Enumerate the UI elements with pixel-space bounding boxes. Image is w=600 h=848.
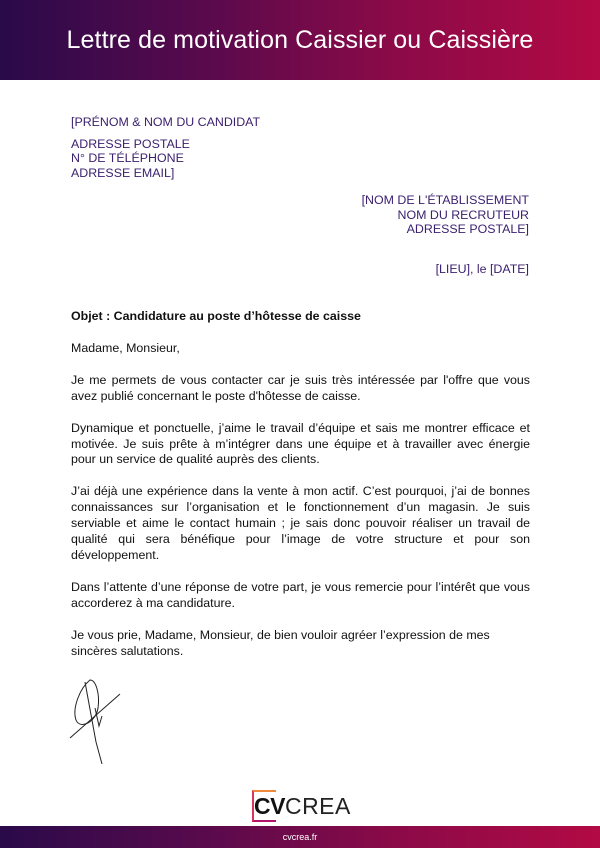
logo-frame-icon: [252, 790, 276, 822]
signature-icon: [68, 678, 138, 768]
sender-name: [PRÉNOM & NOM DU CANDIDAT: [71, 115, 261, 129]
sender-phone: N° DE TÉLÉPHONE: [71, 151, 184, 165]
footer-banner: [0, 826, 600, 848]
sender-block: [71, 115, 260, 180]
footer-site-link[interactable]: cvcrea.fr: [282, 832, 318, 842]
cvcrea-logo: [254, 792, 351, 820]
sender-address: ADRESSE POSTALE: [71, 136, 190, 151]
place-date: [LIEU], le [DATE]: [435, 262, 529, 276]
logo-cv-text: CV: [254, 792, 285, 819]
recipient-recruiter: NOM DU RECRUTEUR: [397, 207, 529, 222]
letter-paragraph: Dynamique et ponctuelle, j’aime le travail d’équipe et sais me montrer efficace et motivée. Je suis prête à m’intégrer dans une équipe et à travailler avec énergie pour un service de qualité auprès des clients.: [71, 420, 530, 467]
letter-subject: Objet : Candidature au poste d’hôtesse de caisse: [71, 309, 361, 323]
letter-salutation: Madame, Monsieur,: [71, 340, 180, 355]
letter-closing: Je vous prie, Madame, Monsieur, de bien vouloir agréer l’expression de mes sincères salutations.: [71, 627, 490, 658]
recipient-address: ADRESSE POSTALE]: [406, 222, 529, 236]
letter-paragraph: Dans l’attente d’une réponse de votre part, je vous remercie pour l’intérêt que vous accorderez à ma candidature.: [71, 579, 530, 610]
sender-email: ADRESSE EMAIL]: [71, 165, 175, 180]
letter-body: [71, 309, 530, 676]
recipient-block: [362, 193, 529, 237]
page-title: Lettre de motivation Caissier ou Caissière: [66, 25, 534, 54]
logo-crea-text: CREA: [284, 792, 351, 819]
recipient-establishment: [NOM DE L'ÉTABLISSEMENT: [361, 193, 529, 207]
letter-paragraph: J’ai déjà une expérience dans la vente à mon actif. C’est pourquoi, j’ai de bonnes connaissances sur l’organisation et le fonctionnement d’un magasin. Je suis serviable et aime le contact humain ; je sais donc pouvoir réaliser un travail de qualité qui sera bénéfique pour l’image de votre structure et pour son développement.: [71, 484, 530, 562]
header-banner: [0, 0, 600, 80]
letter-paragraph: Je me permets de vous contacter car je suis très intéressée par l'offre que vous avez publié concernant le poste d'hôtesse de caisse.: [71, 372, 530, 403]
